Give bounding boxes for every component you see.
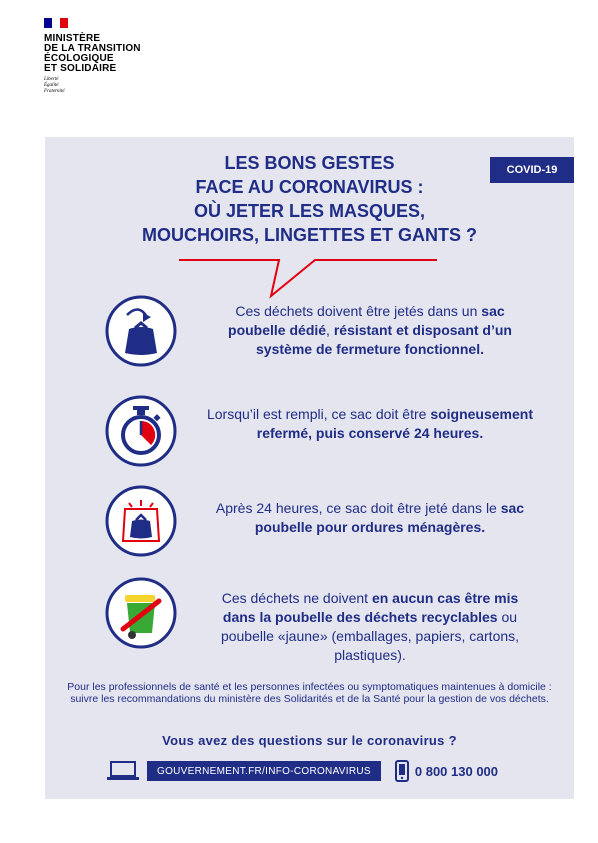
contact-question: Vous avez des questions sur le coronavirus ? bbox=[162, 733, 457, 748]
health-professionals-note: Pour les professionnels de santé et les personnes infectées ou symptomatiques maintenues à domicile : suivre les recommandations du ministère des Solidarités et de la Santé pour la gestion de vos déchets. bbox=[67, 681, 552, 705]
covid-badge: COVID-19 bbox=[490, 157, 574, 183]
poster-title: LES BONS GESTES FACE AU CORONAVIRUS : OÙ JETER LES MASQUES, MOUCHOIRS, LINGETTES ET GANTS ? bbox=[141, 153, 477, 245]
republic-motto: Liberté Égalité Fraternité bbox=[44, 77, 65, 94]
step-2-text: Lorsqu’il est rempli, ce sac doit être soigneusement refermé, puis conservé 24 heures. bbox=[206, 406, 534, 441]
french-flag-icon bbox=[44, 18, 68, 28]
computer-icon bbox=[107, 761, 139, 781]
ministry-logo bbox=[44, 18, 141, 95]
crossed-recycling-bin-icon bbox=[105, 577, 177, 649]
bag-in-bag-icon bbox=[105, 485, 177, 557]
stopwatch-icon bbox=[105, 395, 177, 467]
poster-panel bbox=[45, 137, 574, 799]
step-1-text: Ces déchets doivent être jetés dans un sac poubelle dédié, résistant et disposant d’un système de fermeture fonctionnel. bbox=[228, 303, 512, 357]
phone-icon bbox=[395, 760, 409, 782]
step-4-text: Ces déchets ne doivent en aucun cas être mis dans la poubelle des déchets recyclables ou poubelle «jaune» (emballages, papiers, cartons, plastiques). bbox=[220, 590, 520, 663]
info-coronavirus-link[interactable]: GOUVERNEMENT.FR/INFO-CORONAVIRUS bbox=[147, 761, 381, 781]
contact-row bbox=[107, 760, 498, 782]
ministry-name: MINISTÈRE DE LA TRANSITION ÉCOLOGIQUE ET SOLIDAIRE bbox=[44, 33, 141, 74]
bag-with-arrow-icon bbox=[105, 295, 177, 367]
step-3-text: Après 24 heures, ce sac doit être jeté dans le sac poubelle pour ordures ménagères. bbox=[215, 500, 525, 535]
hotline-number[interactable]: 0 800 130 000 bbox=[414, 763, 499, 779]
speech-bubble-line bbox=[179, 258, 439, 300]
